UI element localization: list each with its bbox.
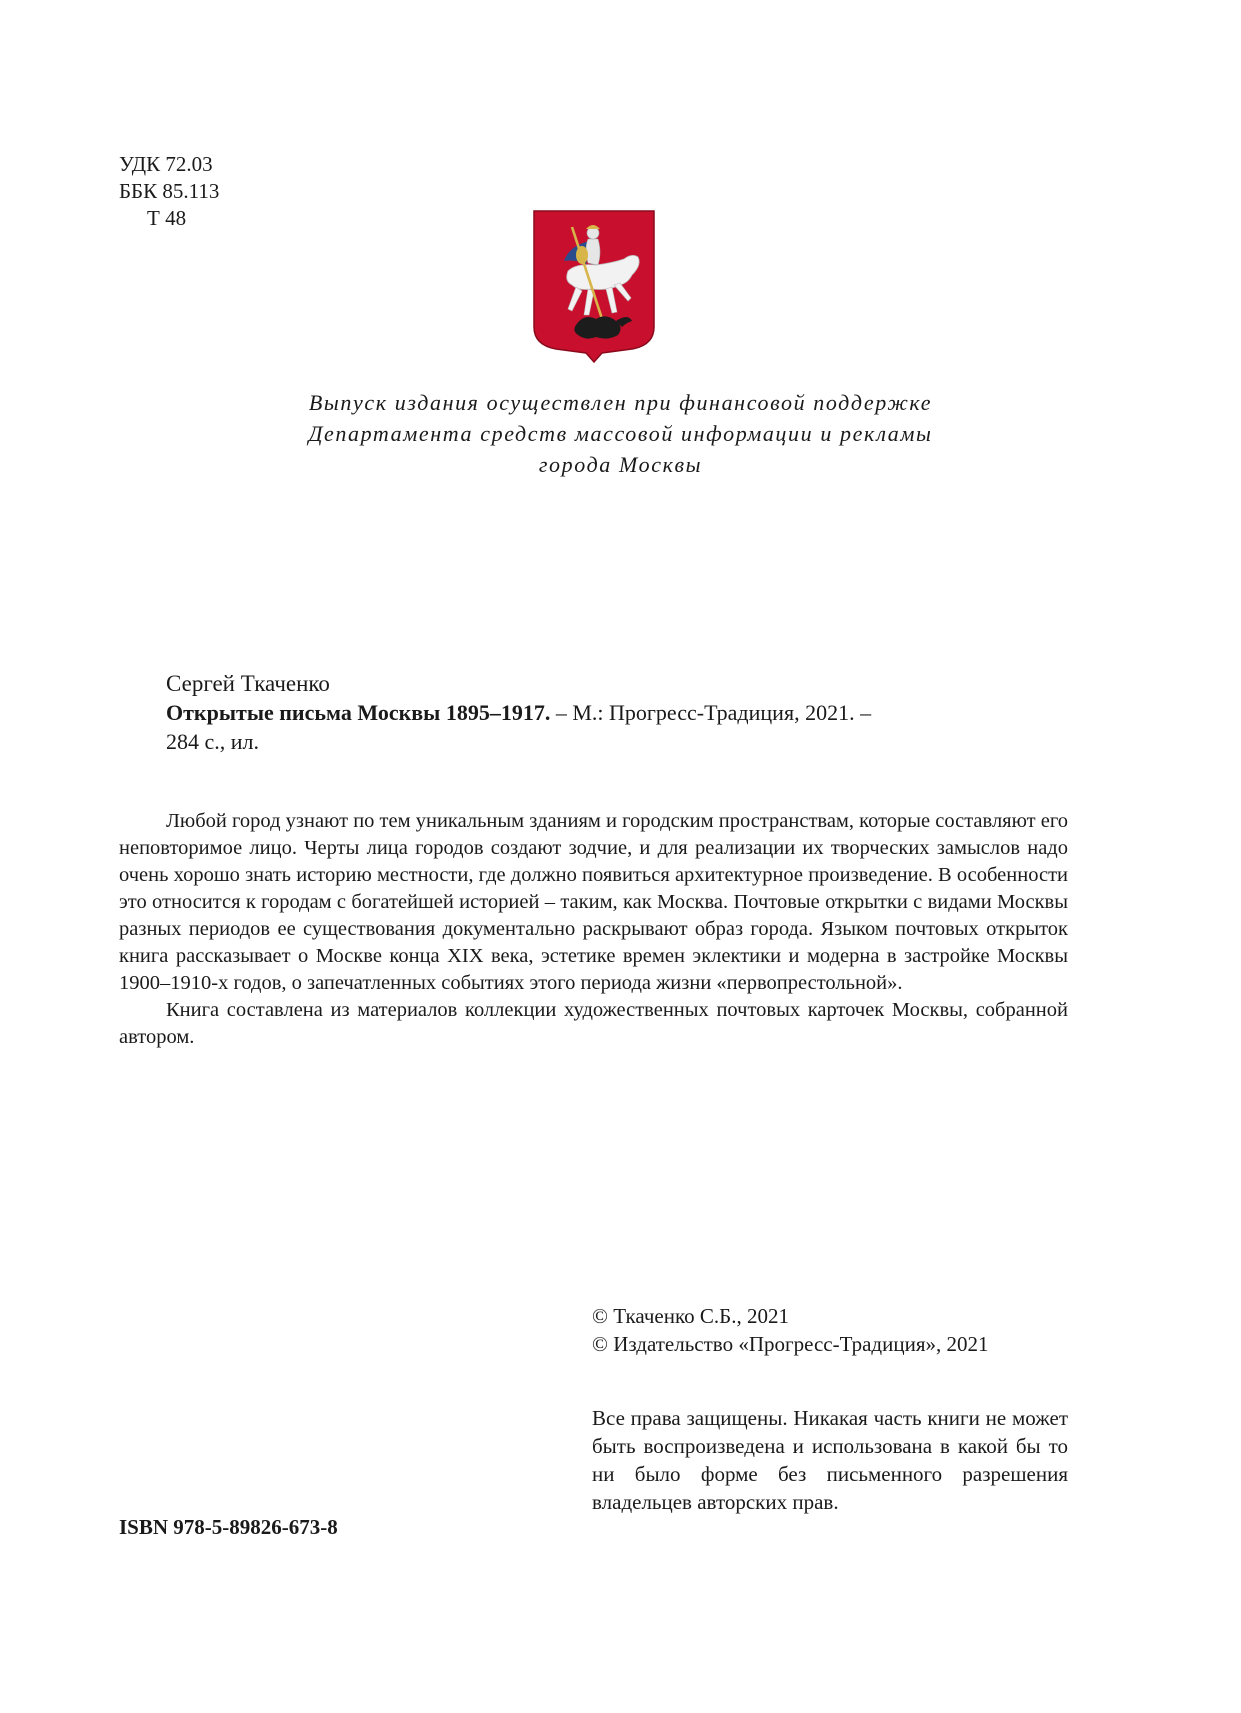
- moscow-coat-of-arms-emblem: [532, 209, 656, 363]
- support-line-1: Выпуск издания осуществлен при финансовой поддержке: [308, 390, 933, 415]
- extent: 284 с., ил.: [166, 729, 260, 754]
- copyright-author: © Ткаченко С.Б., 2021: [592, 1304, 789, 1328]
- support-line-3: города Москвы: [538, 452, 703, 477]
- annotation-paragraph: Любой город узнают по тем уникальным зданиям и городским пространствам, которые составляют его неповторимое лицо. Черты лица городов создают зодчие, и для реализации их творческих замыслов надо очень хорошо знать историю местности, где должно появиться архитектурное произведение. В особенности это относится к городам с богатейшей историей – таким, как Москва. Почтовые открытки с видами Москвы разных периодов ее существования документально раскрывают образ города. Языком почтовых открыток книга рассказывает о Москве конца XIX века, эстетике времен эклектики и модерна в застройке Москвы 1900–1910-х годов, о запечатленных событиях этого периода жизни «первопрестольной».: [119, 810, 1068, 994]
- support-line-2: Департамента средств массовой информации и рекламы: [308, 421, 933, 446]
- annotation: [119, 808, 1068, 1051]
- author-mark: Т 48: [147, 206, 187, 230]
- financial-support-note: [150, 387, 1091, 480]
- copyright-publisher: © Издательство «Прогресс-Традиция», 2021: [592, 1332, 989, 1356]
- copyright-block: [592, 1302, 989, 1358]
- author-name: Сергей Ткаченко: [166, 671, 330, 696]
- book-title: Открытые письма Москвы 1895–1917.: [166, 700, 551, 725]
- annotation-paragraph: Книга составлена из материалов коллекции художественных почтовых карточек Москвы, собранной автором.: [119, 999, 1068, 1048]
- imprint: – М.: Прогресс-Традиция, 2021. –: [550, 700, 872, 725]
- classification-codes: [119, 151, 219, 232]
- bibliographic-record: [166, 669, 1066, 756]
- title-line: [166, 698, 1066, 727]
- rights-notice: Все права защищены. Никакая часть книги не может быть воспроизведена и использована в какой бы то ни было форме без письменного разрешения владельцев авторских прав.: [592, 1406, 1068, 1514]
- udk-code: УДК 72.03: [119, 152, 213, 176]
- isbn: ISBN 978-5-89826-673-8: [119, 1515, 338, 1539]
- bbk-code: ББК 85.113: [119, 179, 220, 203]
